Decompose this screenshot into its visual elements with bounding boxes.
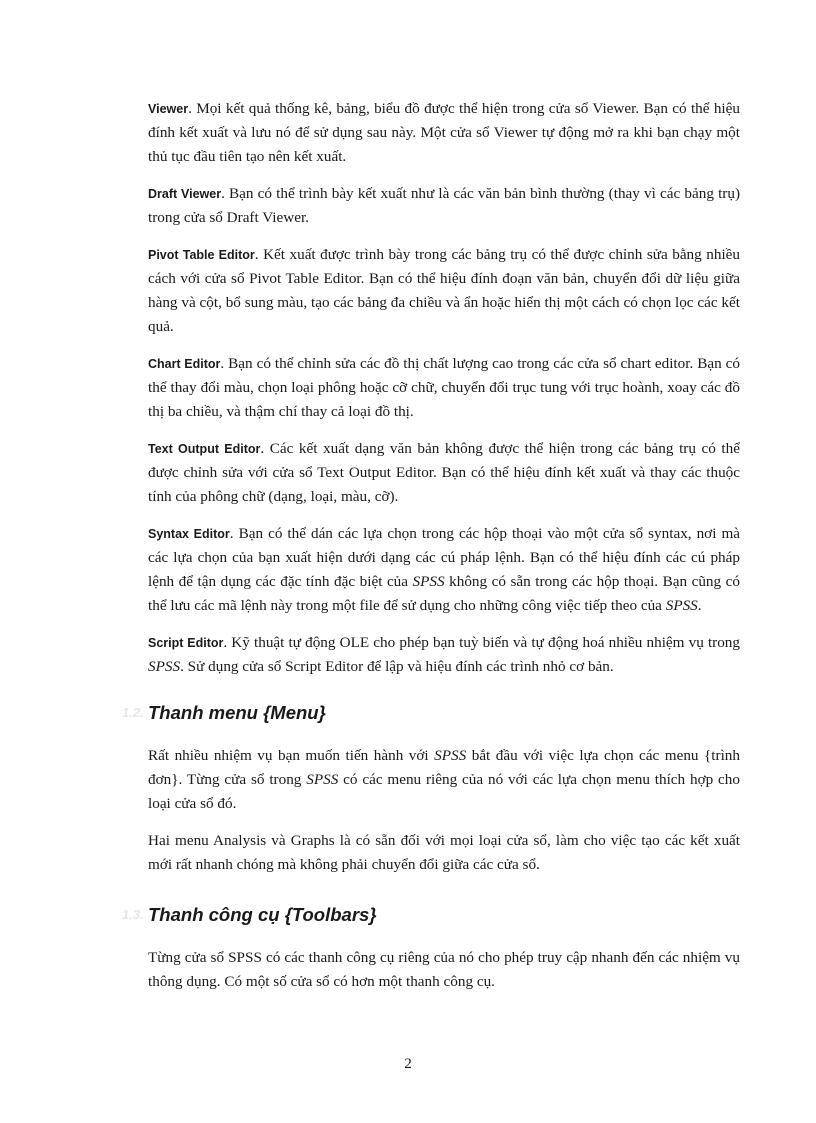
- section-heading-toolbars: [122, 903, 740, 927]
- text-syntax-editor-spss-1: SPSS: [412, 573, 445, 590]
- paragraph-viewer: [148, 97, 740, 169]
- text-syntax-editor-spss-2: SPSS: [665, 597, 698, 614]
- paragraph-menu-1: [148, 744, 740, 816]
- term-text-output-editor: Text Output Editor: [148, 442, 261, 456]
- section-title-toolbars: Thanh công cụ {Toolbars}: [148, 904, 377, 925]
- text-menu-1c: có các menu riêng của nó với các lựa chọn menu thích hợp cho loại cửa sổ đó.: [148, 771, 740, 812]
- text-pivot-table-editor: . Kết xuất được trình bày trong các bảng trụ có thể được chỉnh sửa bằng nhiều cách với cửa sổ Pivot Table Editor. Bạn có thể hiệu đính đoạn văn bản, chuyển đổi dữ liệu giữa hàng và cột, bổ sung màu, tạo các bảng đa chiều và ẩn hoặc hiển thị một cách có chọn lọc các kết quả.: [148, 246, 740, 335]
- text-menu-spss-2: SPSS: [306, 771, 339, 788]
- text-text-output-editor: . Các kết xuất dạng văn bản không được thể hiện trong các bảng trụ có thể được chỉnh sửa với cửa sổ Text Output Editor. Bạn có thể hiệu đính kết xuất và thay các thuộc tính của phông chữ (dạng, loại, màu, cỡ).: [148, 440, 740, 505]
- term-syntax-editor: Syntax Editor: [148, 527, 230, 541]
- paragraph-text-output-editor: [148, 437, 740, 509]
- paragraph-menu-2: Hai menu Analysis và Graphs là có sẵn đối với mọi loại cửa sổ, làm cho việc tạo các kết xuất mới rất nhanh chóng mà không phải chuyển đổi giữa các cửa sổ.: [148, 832, 740, 873]
- text-script-editor-1: . Kỹ thuật tự động OLE cho phép bạn tuỳ biến và tự động hoá nhiều nhiệm vụ trong: [223, 634, 740, 651]
- text-menu-1b: bắt đầu với việc lựa chọn các menu {trình đơn}. Từng cửa sổ trong: [148, 747, 740, 788]
- text-script-editor-spss: SPSS: [148, 658, 181, 675]
- term-pivot-table-editor: Pivot Table Editor: [148, 248, 255, 262]
- paragraph-script-editor: [148, 631, 740, 679]
- paragraph-draft-viewer: [148, 182, 740, 230]
- text-script-editor-2: . Sử dụng cửa sổ Script Editor để lập và hiệu đính các trình nhỏ cơ bản.: [180, 658, 614, 675]
- text-viewer: . Mọi kết quả thống kê, bảng, biểu đồ được thể hiện trong cửa sổ Viewer. Bạn có thể hiệu đính kết xuất và lưu nó để sử dụng sau này. Một cửa sổ Viewer tự động mở ra khi bạn chạy một thủ tục đầu tiên tạo nên kết xuất.: [148, 100, 740, 165]
- text-syntax-editor-2: không có sẵn trong các hộp thoại. Bạn cũng có thể lưu các mã lệnh này trong một file để sử dụng cho những công việc tiếp theo của: [148, 573, 740, 614]
- section-title-menu: Thanh menu {Menu}: [148, 702, 326, 723]
- text-chart-editor: . Bạn có thể chỉnh sửa các đồ thị chất lượng cao trong các cửa sổ chart editor. Bạn có thể thay đổi màu, chọn loại phông hoặc cỡ chữ, chuyển đổi trục tung với trục hoành, xoay các đồ thị ba chiều, và thậm chí thay cả loại đồ thị.: [148, 355, 740, 420]
- term-chart-editor: Chart Editor: [148, 357, 221, 371]
- section-number-toolbars: 1.3.: [122, 907, 144, 922]
- paragraph-pivot-table-editor: [148, 243, 740, 339]
- text-menu-spss-1: SPSS: [434, 747, 467, 764]
- text-syntax-editor-3: .: [697, 597, 702, 614]
- section-number-menu: 1.2.: [122, 705, 144, 720]
- term-script-editor: Script Editor: [148, 636, 224, 650]
- page-body: [122, 97, 741, 994]
- term-draft-viewer: Draft Viewer: [148, 187, 222, 201]
- text-syntax-editor-1: . Bạn có thể dán các lựa chọn trong các hộp thoại vào một cửa sổ syntax, nơi mà các lựa chọn của bạn xuất hiện dưới dạng các cú pháp lệnh. Bạn có thể hiệu đính các cú pháp lệnh để tận dụng các đặc tính đặc biệt của: [148, 525, 740, 590]
- term-viewer: Viewer: [148, 102, 189, 116]
- paragraph-chart-editor: [148, 352, 740, 424]
- text-menu-1a: Rất nhiều nhiệm vụ bạn muốn tiến hành với: [148, 747, 435, 764]
- text-draft-viewer: . Bạn có thể trình bày kết xuất như là các văn bản bình thường (thay vì các bảng trụ) trong cửa sổ Draft Viewer.: [148, 185, 741, 226]
- paragraph-toolbars-1: Từng cửa sổ SPSS có các thanh công cụ riêng của nó cho phép truy cập nhanh đến các nhiệm vụ thông dụng. Có một số cửa sổ có hơn một thanh công cụ.: [148, 949, 740, 990]
- page-number: 2: [404, 1055, 412, 1072]
- paragraph-syntax-editor: [148, 522, 740, 618]
- section-heading-menu: [122, 701, 740, 725]
